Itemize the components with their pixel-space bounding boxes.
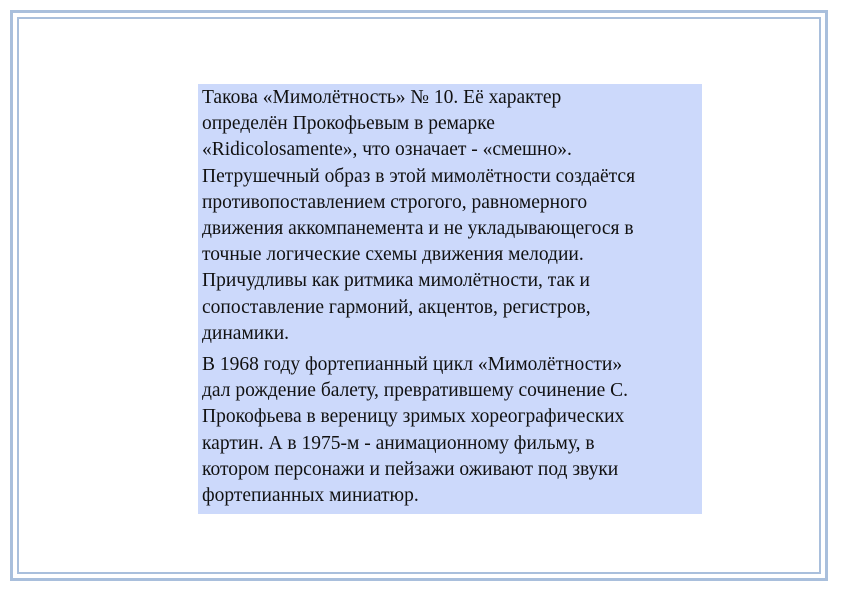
paragraph-2: В 1968 году фортепианный цикл «Мимолётности» дал рождение балету, превратившему сочинение С. Прокофьева в вереницу зримых хореографических картин. А в 1975-м - анимационному фильму, в котором персонажи и пейзажи оживают под звуки фортепианных миниатюр. <box>202 354 629 507</box>
paragraph-1: Такова «Мимолётность» № 10. Её характер определён Прокофьевым в ремарке «Ridicolosamente», что означает - «смешно». Петрушечный образ в этой мимолётности создаётся противопоставлением строгого, равномерного движения аккомпанемента и не укладывающегося в точные логические схемы движения мелодии. Причудливы как ритмика мимолётности, так и сопоставление гармоний, акцентов, регистров, динамики. <box>202 87 636 344</box>
text-box <box>198 84 702 514</box>
